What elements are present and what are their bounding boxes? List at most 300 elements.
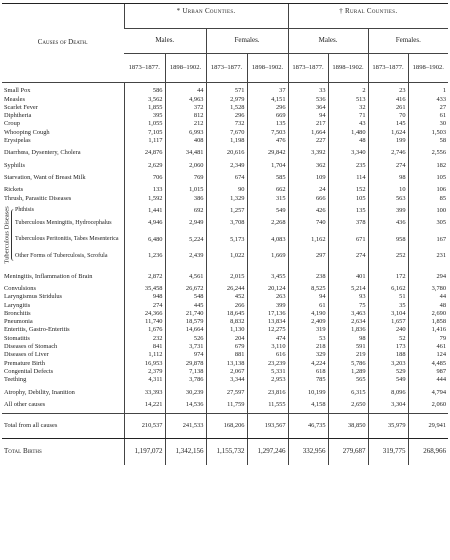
data-cell: 4,190 — [288, 310, 328, 318]
cause-label-text: Phthisis — [15, 207, 35, 214]
data-cell: 4,151 — [247, 95, 288, 103]
data-cell: 3,110 — [247, 343, 288, 351]
data-cell: 3,340 — [328, 145, 368, 161]
data-cell: 1,441 — [124, 207, 165, 215]
data-cell: 3,344 — [206, 376, 247, 384]
data-cell: 2,979 — [206, 95, 247, 103]
total-births-cell: 1,155,732 — [206, 438, 247, 465]
cause-label: Diseases of Liver — [4, 351, 49, 359]
data-cell: 3,104 — [368, 310, 408, 318]
data-cell: 2,067 — [206, 368, 247, 376]
data-cell: 987 — [408, 368, 448, 376]
data-cell: 329 — [288, 351, 328, 359]
table-row — [2, 145, 448, 161]
data-cell: 3,786 — [165, 376, 206, 384]
cause-label: Meningitis, Inflammation of Brain — [4, 272, 93, 280]
data-cell: 549 — [368, 376, 408, 384]
data-cell: 305 — [408, 215, 448, 231]
cause-label: Diarrhœa, Dysentery, Cholera — [4, 149, 81, 157]
data-cell: 618 — [288, 368, 328, 376]
cause-label: Convulsions — [4, 284, 36, 292]
data-cell: 173 — [368, 343, 408, 351]
data-cell: 1,130 — [206, 326, 247, 334]
data-cell: 2 — [328, 87, 368, 95]
mortality-table — [2, 3, 448, 465]
period-header: 1898–1902. — [408, 54, 448, 83]
cause-label: Measles — [4, 95, 25, 103]
data-cell: 2,634 — [328, 318, 368, 326]
data-cell: 11,555 — [247, 401, 288, 409]
table-row — [2, 120, 448, 128]
cause-label: Pneumonia — [4, 318, 33, 326]
data-cell: 386 — [165, 194, 206, 202]
data-cell: 94 — [288, 293, 328, 301]
data-cell: 6,315 — [328, 384, 368, 400]
data-cell: 426 — [288, 207, 328, 215]
total-deaths-cell: 46,735 — [288, 413, 328, 438]
data-cell: 21,740 — [165, 310, 206, 318]
data-cell: 261 — [368, 104, 408, 112]
data-cell: 296 — [247, 104, 288, 112]
data-cell: 1 — [408, 87, 448, 95]
total-births-cell: 279,687 — [328, 438, 368, 465]
data-cell: 4,561 — [165, 268, 206, 284]
data-cell: 23,816 — [247, 384, 288, 400]
data-cell: 591 — [328, 343, 368, 351]
data-cell: 679 — [206, 343, 247, 351]
data-cell: 4,311 — [124, 376, 165, 384]
data-cell: 1,289 — [328, 368, 368, 376]
period-header: 1873–1877. — [288, 54, 328, 83]
total-births-cell: 319,775 — [368, 438, 408, 465]
total-deaths-cell: 193,567 — [247, 413, 288, 438]
data-cell: 2,379 — [124, 368, 165, 376]
data-cell: 24,876 — [124, 145, 165, 161]
data-cell: 958 — [368, 231, 408, 247]
data-cell: 35 — [368, 301, 408, 309]
data-cell: 8,525 — [288, 285, 328, 293]
table-row — [2, 310, 448, 318]
data-cell: 1,055 — [124, 120, 165, 128]
table-row — [2, 368, 448, 376]
data-cell: 218 — [288, 343, 328, 351]
cause-label — [2, 248, 124, 264]
data-cell: 93 — [328, 293, 368, 301]
data-cell: 3,455 — [247, 268, 288, 284]
data-cell: 188 — [368, 351, 408, 359]
data-cell: 362 — [288, 161, 328, 169]
data-cell: 3,708 — [206, 215, 247, 231]
table-row — [2, 359, 448, 367]
table-row — [2, 215, 448, 231]
data-cell: 529 — [368, 368, 408, 376]
data-cell: 240 — [368, 326, 408, 334]
period-header: 1898–1902. — [247, 54, 288, 83]
data-cell: 3,463 — [328, 310, 368, 318]
data-cell: 13,834 — [247, 318, 288, 326]
data-cell: 172 — [368, 268, 408, 284]
data-cell: 48 — [408, 301, 448, 309]
data-cell: 44 — [165, 87, 206, 95]
data-cell: 94 — [288, 112, 328, 120]
data-cell: 881 — [206, 351, 247, 359]
data-cell: 12,275 — [247, 326, 288, 334]
data-cell: 2,409 — [288, 318, 328, 326]
data-cell: 364 — [288, 104, 328, 112]
data-cell: 319 — [288, 326, 328, 334]
data-cell: 315 — [247, 194, 288, 202]
data-cell: 444 — [408, 376, 448, 384]
cause-label: Croup — [4, 120, 20, 128]
data-cell: 7,670 — [206, 128, 247, 136]
data-cell: 1,858 — [408, 318, 448, 326]
data-cell: 526 — [165, 334, 206, 342]
data-cell: 513 — [328, 95, 368, 103]
data-cell: 58 — [408, 137, 448, 145]
data-cell: 263 — [247, 293, 288, 301]
data-cell: 23 — [368, 87, 408, 95]
data-cell: 372 — [165, 104, 206, 112]
data-cell: 548 — [165, 293, 206, 301]
total-births-cell: 1,297,246 — [247, 438, 288, 465]
data-cell: 378 — [328, 215, 368, 231]
rural-females-header: Females. — [368, 29, 448, 54]
data-cell: 669 — [247, 112, 288, 120]
data-cell: 182 — [408, 161, 448, 169]
data-cell: 4,794 — [408, 384, 448, 400]
data-cell: 5,224 — [165, 231, 206, 247]
data-cell: 399 — [247, 301, 288, 309]
data-cell: 2,015 — [206, 268, 247, 284]
data-cell: 24,366 — [124, 310, 165, 318]
data-cell: 1,503 — [408, 128, 448, 136]
data-cell: 29,878 — [165, 359, 206, 367]
data-cell: 232 — [124, 334, 165, 342]
urban-females-header: Females. — [206, 29, 288, 54]
table-row — [2, 384, 448, 400]
data-cell: 85 — [408, 194, 448, 202]
data-cell: 1,112 — [124, 351, 165, 359]
data-cell: 1,022 — [206, 248, 247, 264]
data-cell: 1,257 — [206, 207, 247, 215]
data-cell: 71 — [328, 112, 368, 120]
table-row — [2, 326, 448, 334]
data-cell: 461 — [408, 343, 448, 351]
data-cell: 5,214 — [328, 285, 368, 293]
total-deaths-cell: 241,533 — [165, 413, 206, 438]
data-cell: 662 — [247, 186, 288, 194]
data-cell: 476 — [247, 137, 288, 145]
cause-label-text: Tuberculous Meningitis, Hydrocephalus — [15, 219, 112, 226]
data-cell: 26,244 — [206, 285, 247, 293]
data-cell: 204 — [206, 334, 247, 342]
data-cell: 29,842 — [247, 145, 288, 161]
data-cell: 8,096 — [368, 384, 408, 400]
total-births-cell: 1,197,072 — [124, 438, 165, 465]
data-cell: 5,331 — [247, 368, 288, 376]
data-cell: 105 — [328, 194, 368, 202]
data-cell: 18,579 — [165, 318, 206, 326]
data-cell: 536 — [288, 95, 328, 103]
table-row — [2, 248, 448, 264]
data-cell: 124 — [408, 351, 448, 359]
data-cell: 51 — [368, 293, 408, 301]
mortality-table-body — [2, 83, 448, 465]
period-header: 1873–1877. — [124, 54, 165, 83]
data-cell: 841 — [124, 343, 165, 351]
data-cell: 75 — [328, 301, 368, 309]
data-cell: 4,963 — [165, 95, 206, 103]
data-cell: 6,162 — [368, 285, 408, 293]
data-cell: 585 — [247, 170, 288, 186]
table-row — [2, 334, 448, 342]
data-cell: 145 — [368, 120, 408, 128]
period-header: 1898–1902. — [165, 54, 206, 83]
data-cell: 33,393 — [124, 384, 165, 400]
data-cell: 231 — [408, 248, 448, 264]
cause-label: Erysipelas — [4, 137, 31, 145]
data-cell: 445 — [165, 301, 206, 309]
data-cell: 133 — [124, 186, 165, 194]
table-row — [2, 207, 448, 215]
data-cell: 5,173 — [206, 231, 247, 247]
data-cell: 1,592 — [124, 194, 165, 202]
data-cell: 549 — [247, 207, 288, 215]
urban-males-header: Males. — [124, 29, 206, 54]
data-cell: 212 — [165, 120, 206, 128]
data-cell: 11,759 — [206, 401, 247, 409]
data-cell: 563 — [368, 194, 408, 202]
cause-label: Rickets — [4, 186, 24, 194]
data-cell: 6,480 — [124, 231, 165, 247]
data-cell: 20,124 — [247, 285, 288, 293]
cause-label: Laryngismus Stridulus — [4, 293, 63, 301]
cause-label: Thrush, Parasitic Diseases — [4, 194, 72, 202]
table-row — [2, 128, 448, 136]
data-cell: 3,392 — [288, 145, 328, 161]
data-cell: 109 — [288, 170, 328, 186]
cause-label-text: Other Forms of Tuberculosis, Scrofula — [15, 252, 108, 259]
data-cell: 24 — [288, 186, 328, 194]
data-cell: 235 — [328, 161, 368, 169]
data-cell: 61 — [288, 301, 328, 309]
cause-label: Small Pox — [4, 87, 31, 95]
data-cell: 408 — [165, 137, 206, 145]
data-cell: 565 — [328, 376, 368, 384]
data-cell: 948 — [124, 293, 165, 301]
data-cell: 135 — [247, 120, 288, 128]
data-cell: 1,329 — [206, 194, 247, 202]
rural-counties-header: † Rural Counties. — [288, 4, 448, 29]
cause-label: Starvation, Want of Breast Milk — [4, 174, 86, 182]
cause-label — [2, 231, 124, 247]
data-cell: 30 — [408, 120, 448, 128]
total-deaths-row — [2, 413, 448, 438]
data-cell: 4,158 — [288, 401, 328, 409]
data-cell: 1,855 — [124, 104, 165, 112]
data-cell: 17,136 — [247, 310, 288, 318]
tuberculous-group-text: Tuberculous Diseases — [3, 206, 11, 264]
data-cell: 1,117 — [124, 137, 165, 145]
data-cell: 2,060 — [408, 401, 448, 409]
data-cell: 7,105 — [124, 128, 165, 136]
data-cell: 10 — [368, 186, 408, 194]
data-cell: 274 — [328, 248, 368, 264]
cause-label: Atrophy, Debility, Inanition — [4, 388, 75, 396]
data-cell: 48 — [328, 137, 368, 145]
period-header: 1873–1877. — [368, 54, 408, 83]
data-cell: 35,458 — [124, 285, 165, 293]
data-cell: 27,597 — [206, 384, 247, 400]
data-cell: 135 — [328, 207, 368, 215]
cause-label: All other causes — [4, 400, 46, 408]
data-cell: 2,872 — [124, 268, 165, 284]
data-cell: 692 — [165, 207, 206, 215]
data-cell: 52 — [368, 334, 408, 342]
data-cell: 90 — [206, 186, 247, 194]
table-row — [2, 186, 448, 194]
data-cell: 1,528 — [206, 104, 247, 112]
data-cell: 8,832 — [206, 318, 247, 326]
data-cell: 2,953 — [247, 376, 288, 384]
data-cell: 474 — [247, 334, 288, 342]
data-cell: 2,060 — [165, 161, 206, 169]
data-cell: 3,731 — [165, 343, 206, 351]
data-cell: 114 — [328, 170, 368, 186]
cause-label: Stomatitis — [4, 334, 30, 342]
data-cell: 674 — [206, 170, 247, 186]
cause-label: Premature Birth — [4, 359, 45, 367]
data-cell: 152 — [328, 186, 368, 194]
data-cell: 167 — [408, 231, 448, 247]
table-row — [2, 343, 448, 351]
data-cell: 732 — [206, 120, 247, 128]
data-cell: 769 — [165, 170, 206, 186]
data-cell: 199 — [368, 137, 408, 145]
data-cell: 1,704 — [247, 161, 288, 169]
data-cell: 14,221 — [124, 401, 165, 409]
total-deaths-cell: 38,850 — [328, 413, 368, 438]
data-cell: 2,949 — [165, 215, 206, 231]
data-cell: 1,198 — [206, 137, 247, 145]
table-row — [2, 268, 448, 284]
data-cell: 401 — [328, 268, 368, 284]
data-cell: 1,416 — [408, 326, 448, 334]
data-cell: 1,015 — [165, 186, 206, 194]
total-births-cell: 268,966 — [408, 438, 448, 465]
total-births-row — [2, 438, 448, 465]
data-cell: 294 — [408, 268, 448, 284]
data-cell: 18,645 — [206, 310, 247, 318]
data-cell: 7,138 — [165, 368, 206, 376]
data-cell: 740 — [288, 215, 328, 231]
table-row — [2, 137, 448, 145]
data-cell: 4,224 — [288, 359, 328, 367]
cause-label: Diseases of Stomach — [4, 342, 58, 350]
data-cell: 10,199 — [288, 384, 328, 400]
data-cell: 33 — [288, 87, 328, 95]
data-cell: 452 — [206, 293, 247, 301]
data-cell: 16,953 — [124, 359, 165, 367]
data-cell: 217 — [288, 120, 328, 128]
data-cell: 3,562 — [124, 95, 165, 103]
data-cell: 20,616 — [206, 145, 247, 161]
total-deaths-cell: 29,941 — [408, 413, 448, 438]
data-cell: 1,236 — [124, 248, 165, 264]
data-cell: 3,780 — [408, 285, 448, 293]
data-cell: 27 — [408, 104, 448, 112]
table-row — [2, 194, 448, 202]
data-cell: 32 — [328, 104, 368, 112]
total-deaths-cell: 168,206 — [206, 413, 247, 438]
cause-label: Enteritis, Gastro-Enteritis — [4, 326, 70, 334]
data-cell: 436 — [368, 215, 408, 231]
total-births-cell: 332,956 — [288, 438, 328, 465]
table-row — [2, 231, 448, 247]
data-cell: 13,138 — [206, 359, 247, 367]
data-cell: 14,664 — [165, 326, 206, 334]
data-cell: 4,485 — [408, 359, 448, 367]
table-row — [2, 95, 448, 103]
data-cell: 106 — [408, 186, 448, 194]
data-cell: 26,672 — [165, 285, 206, 293]
data-cell: 3,203 — [368, 359, 408, 367]
cause-label: Teething — [4, 376, 27, 384]
data-cell: 98 — [368, 170, 408, 186]
table-row — [2, 318, 448, 326]
data-cell: 79 — [408, 334, 448, 342]
data-cell: 1,664 — [288, 128, 328, 136]
data-cell: 34,481 — [165, 145, 206, 161]
data-cell: 3,304 — [368, 401, 408, 409]
data-cell: 2,556 — [408, 145, 448, 161]
data-cell: 1,676 — [124, 326, 165, 334]
total-deaths-cell: 210,537 — [124, 413, 165, 438]
data-cell: 37 — [247, 87, 288, 95]
cause-label: Whooping Cough — [4, 128, 50, 136]
table-row — [2, 301, 448, 309]
data-cell: 105 — [408, 170, 448, 186]
table-row — [2, 285, 448, 293]
data-cell: 30,239 — [165, 384, 206, 400]
data-cell: 2,439 — [165, 248, 206, 264]
total-deaths-cell: 35,979 — [368, 413, 408, 438]
data-cell: 1,624 — [368, 128, 408, 136]
table-row — [2, 112, 448, 120]
data-cell: 2,690 — [408, 310, 448, 318]
data-cell: 70 — [368, 112, 408, 120]
cause-label: Scarlet Fever — [4, 103, 38, 111]
data-cell: 61 — [408, 112, 448, 120]
data-cell: 23,239 — [247, 359, 288, 367]
data-cell: 2,349 — [206, 161, 247, 169]
total-deaths-label: Total from all causes — [2, 413, 124, 438]
data-cell: 7,503 — [247, 128, 288, 136]
data-cell: 706 — [124, 170, 165, 186]
data-cell: 571 — [206, 87, 247, 95]
data-cell: 416 — [368, 95, 408, 103]
data-cell: 671 — [328, 231, 368, 247]
data-cell: 399 — [368, 207, 408, 215]
table-row — [2, 170, 448, 186]
data-cell: 586 — [124, 87, 165, 95]
cause-label — [2, 215, 124, 231]
data-cell: 4,946 — [124, 215, 165, 231]
cause-label: Congenital Defects — [4, 367, 54, 375]
data-cell: 1,669 — [247, 248, 288, 264]
data-cell: 616 — [247, 351, 288, 359]
data-cell: 6,993 — [165, 128, 206, 136]
